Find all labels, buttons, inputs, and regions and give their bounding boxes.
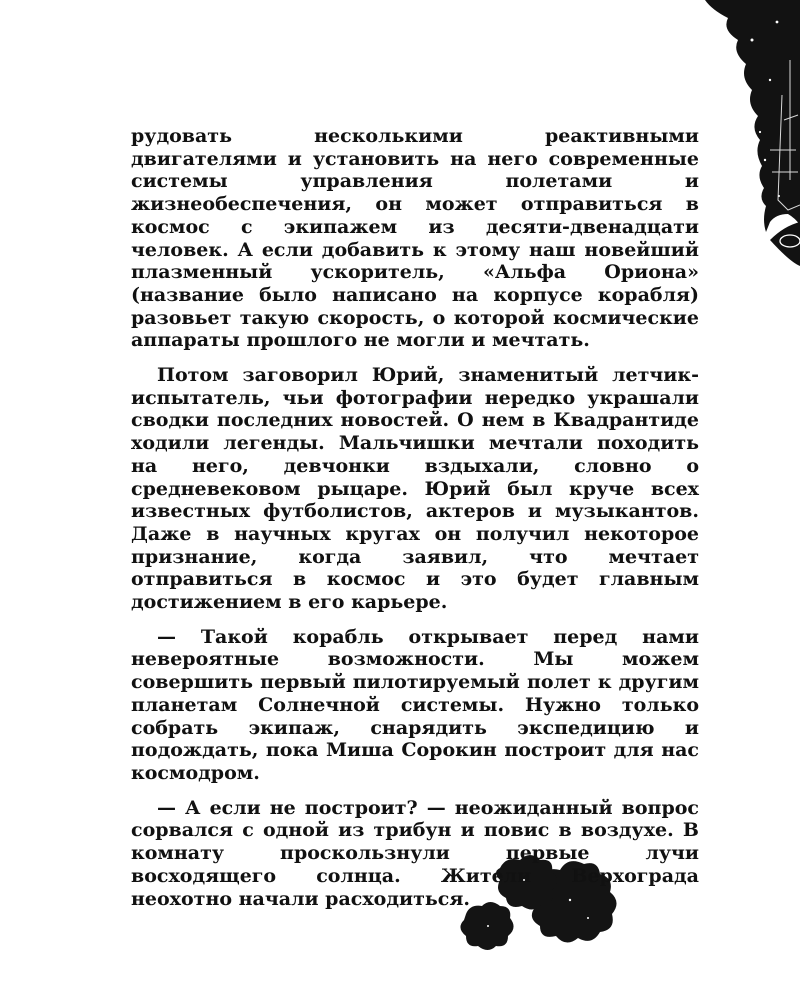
paragraph-3: — Такой корабль открывает перед нами невероятные возможности. Мы можем совершить первый пилотируемый полет к другим планетам Солнечной системы. Нужно только собрать экипаж, снарядить экспедицию и подождать, пока Миша Сорокин построит для нас космодром. — [131, 625, 699, 784]
page-text — [131, 125, 699, 910]
ship-hull-curve — [770, 222, 800, 266]
night-sky-shape — [705, 0, 800, 232]
paragraph-4: — А если не построит? — неожиданный вопрос сорвался с одной из трибун и повис в воздухе. В комнату проскользнули первые лучи восходящего солнца. Жители Верхограда неохотно начали расходиться. — [131, 796, 699, 910]
paragraph-1: рудовать несколькими реактивными двигателями и установить на него современные системы управления полетами и жизнеобеспечения, он может отправиться в космос с экипажем из десяти-двенадцати человек. А если добавить к этому наш новейший плазменный ускоритель, «Альфа Ориона» (название было написано на корпусе корабля) разовьет такую скорость, о которой космические аппараты прошлого не могли и мечтать. — [131, 125, 699, 352]
paragraph-2: Потом заговорил Юрий, знаменитый летчик-испытатель, чьи фотографии нередко украшали сводки последних новостей. О нем в Квадрантиде ходили легенды. Мальчишки мечтали походить на него, девчонки вздыхали, словно о средневековом рыцаре. Юрий был круче всех известных футболистов, актеров и музыкантов. Даже в научных кругах он получил некоторое признание, когда заявил, что мечтает отправиться в космос и это будет главным достижением в его карьере. — [131, 364, 699, 614]
